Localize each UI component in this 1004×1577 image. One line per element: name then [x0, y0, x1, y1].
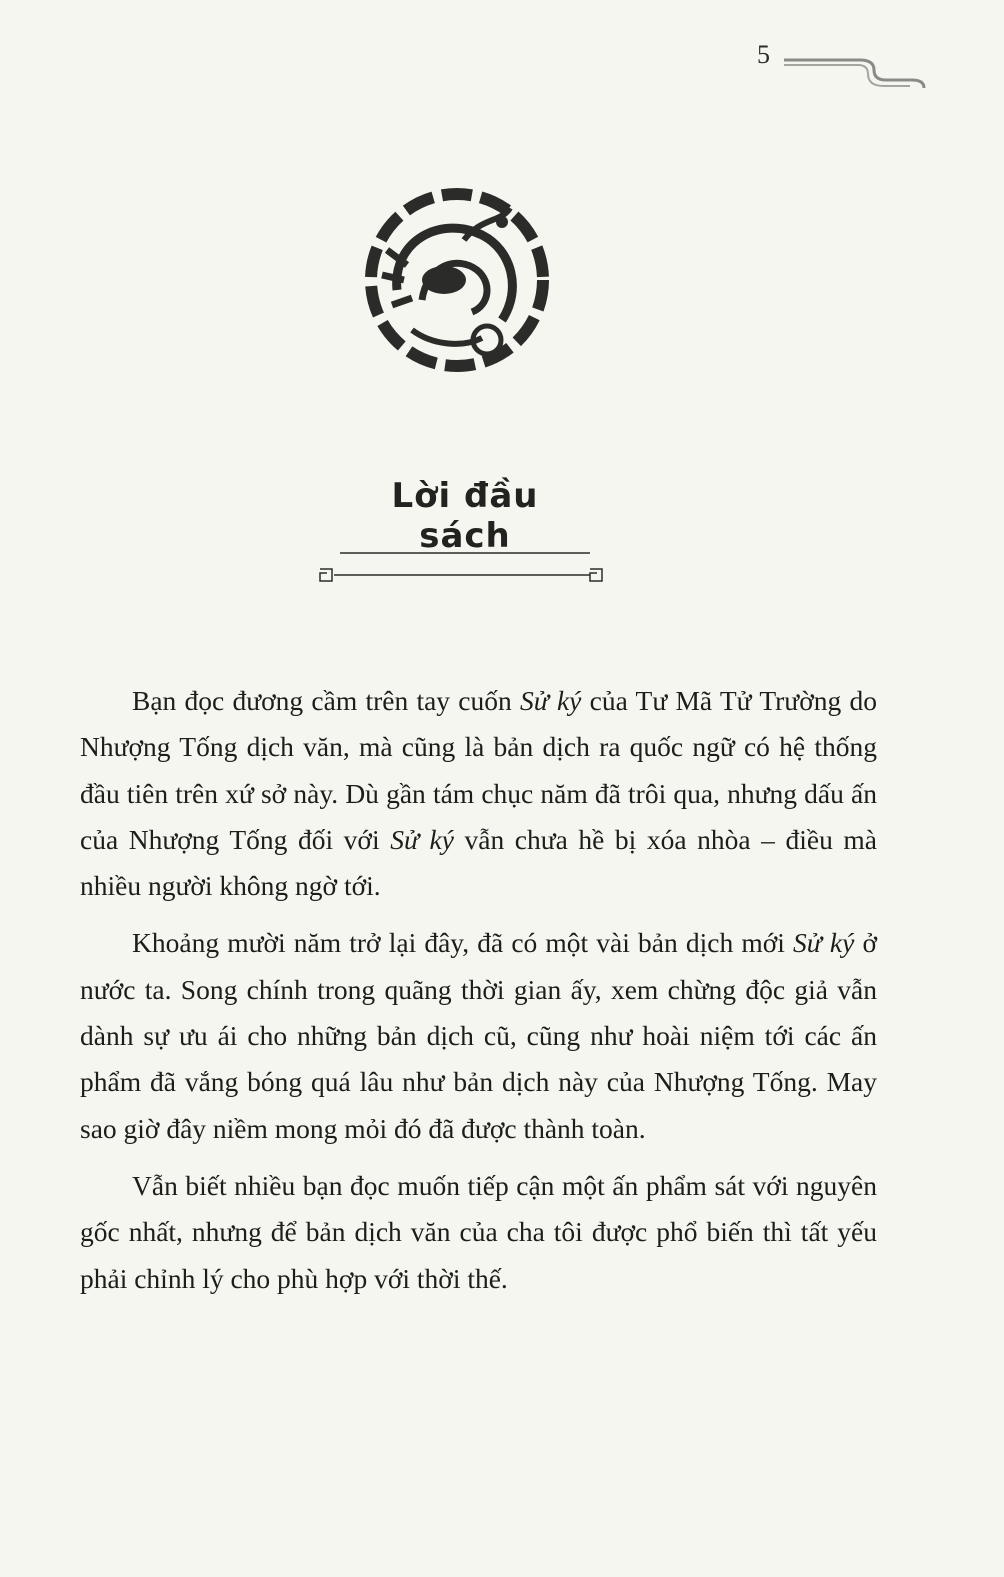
page-number: 5	[757, 40, 770, 69]
paragraph-1: Bạn đọc đương cầm trên tay cuốn Sử ký của Tư Mã Tử Trường do Nhượng Tống dịch văn, mà cũng là bản dịch ra quốc ngữ có hệ thống đầu tiên trên xứ sở này. Dù gần tám chục năm đã trôi qua, nhưng dấu ấn của Nhượng Tống đối với Sử ký vẫn chưa hề bị xóa nhòa – điều mà nhiều người không ngờ tới.	[80, 685, 877, 902]
header-scroll-ornament	[782, 44, 932, 104]
paragraph-3: Vẫn biết nhiều bạn đọc muốn tiếp cận một ấn phẩm sát với nguyên gốc nhất, nhưng để bản dịch văn của cha tôi được phổ biến thì tất yếu phải chỉnh lý cho phù hợp với thời thế.	[80, 1169, 877, 1294]
paragraph-2: Khoảng mười năm trở lại đây, đã có một vài bản dịch mới Sử ký ở nước ta. Song chính trong quãng thời gian ấy, xem chừng độc giả vẫn dành sự ưu ái cho những bản dịch cũ, cũng như hoài niệm tới các ấn phẩm đã vắng bóng quá lâu như bản dịch này của Nhượng Tống. May sao giờ đây niềm mong mỏi đó đã được thành toàn.	[80, 927, 877, 1144]
title-divider	[318, 545, 614, 585]
body-text	[80, 678, 877, 1313]
chapter-title: Lời đầu sách	[391, 476, 539, 556]
phoenix-emblem	[352, 180, 562, 380]
